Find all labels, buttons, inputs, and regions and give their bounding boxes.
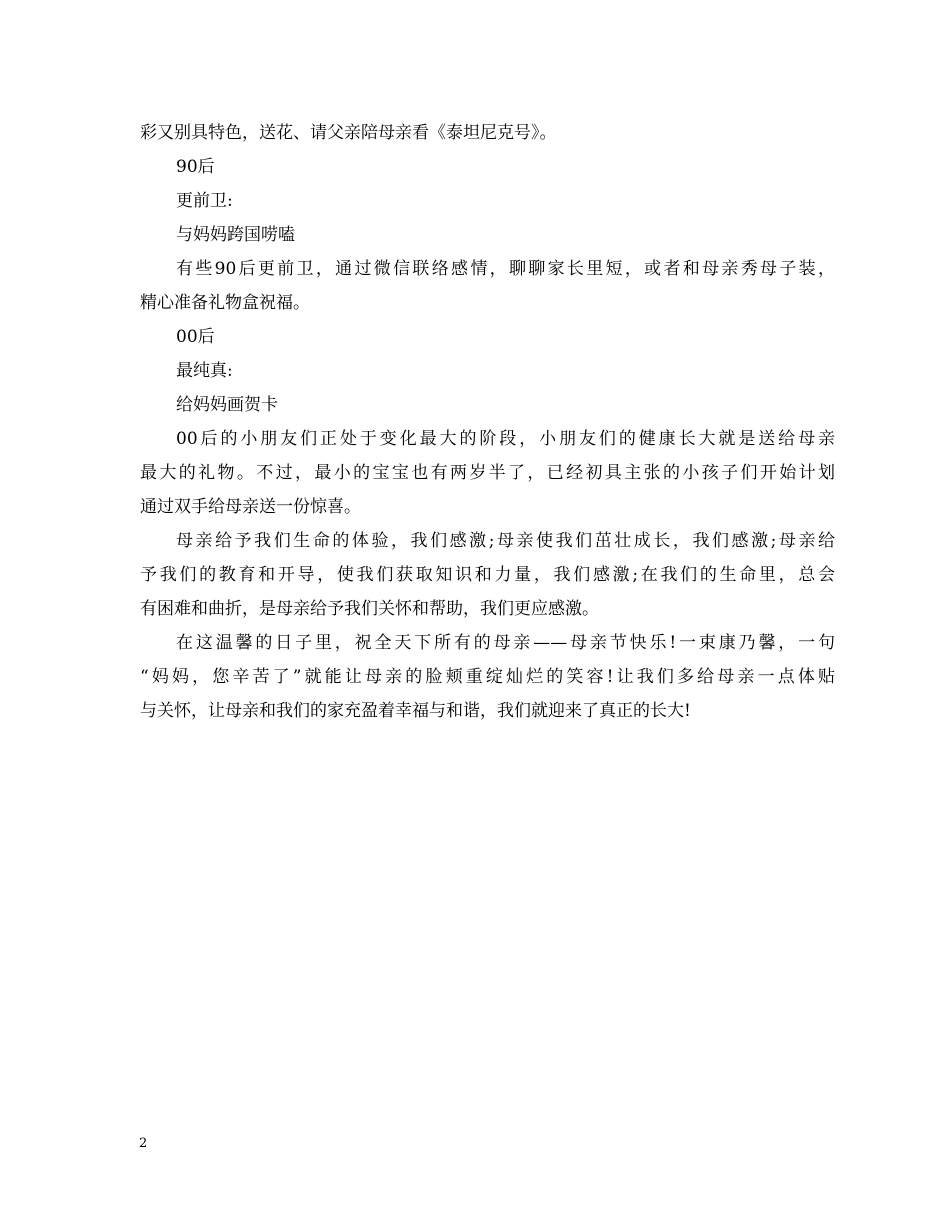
paragraph-line: 有些90后更前卫，通过微信联络感情，聊聊家长里短，或者和母亲秀母子装， [176,259,835,279]
paragraph-line: 有困难和曲折，是母亲给予我们关怀和帮助，我们更应感激。 [140,599,599,619]
paragraph-line: 在这温馨的日子里，祝全天下所有的母亲——母亲节快乐!一束康乃馨，一句 [176,633,835,653]
section-subheading: 更前卫: [176,191,233,211]
paragraph-line: 彩又别具特色，送花、请父亲陪母亲看《泰坦尼克号》。 [140,123,557,143]
section-subheading: 与妈妈跨国唠嗑 [176,225,295,245]
section-heading-00s: 00后 [176,327,215,347]
paragraph-line: 精心准备礼物盒祝福。 [140,293,310,313]
paragraph-line: 与关怀，让母亲和我们的家充盈着幸福与和谐，我们就迎来了真正的长大! [140,701,691,721]
document-body [140,116,835,728]
paragraph-line: 通过双手给母亲送一份惊喜。 [140,497,361,517]
paragraph-line: 予我们的教育和开导，使我们获取知识和力量，我们感激;在我们的生命里，总会 [140,565,835,585]
section-subheading: 给妈妈画贺卡 [176,395,278,415]
section-heading-90s: 90后 [176,157,215,177]
paragraph-line: 母亲给予我们生命的体验，我们感激;母亲使我们茁壮成长，我们感激;母亲给 [176,531,835,551]
paragraph-line: “妈妈，您辛苦了”就能让母亲的脸颊重绽灿烂的笑容!让我们多给母亲一点体贴 [140,667,835,687]
paragraph-line: 最大的礼物。不过，最小的宝宝也有两岁半了，已经初具主张的小孩子们开始计划 [140,463,835,483]
section-subheading: 最纯真: [176,361,233,381]
page-number: 2 [139,1136,148,1151]
paragraph-line: 00后的小朋友们正处于变化最大的阶段，小朋友们的健康长大就是送给母亲 [176,429,835,449]
